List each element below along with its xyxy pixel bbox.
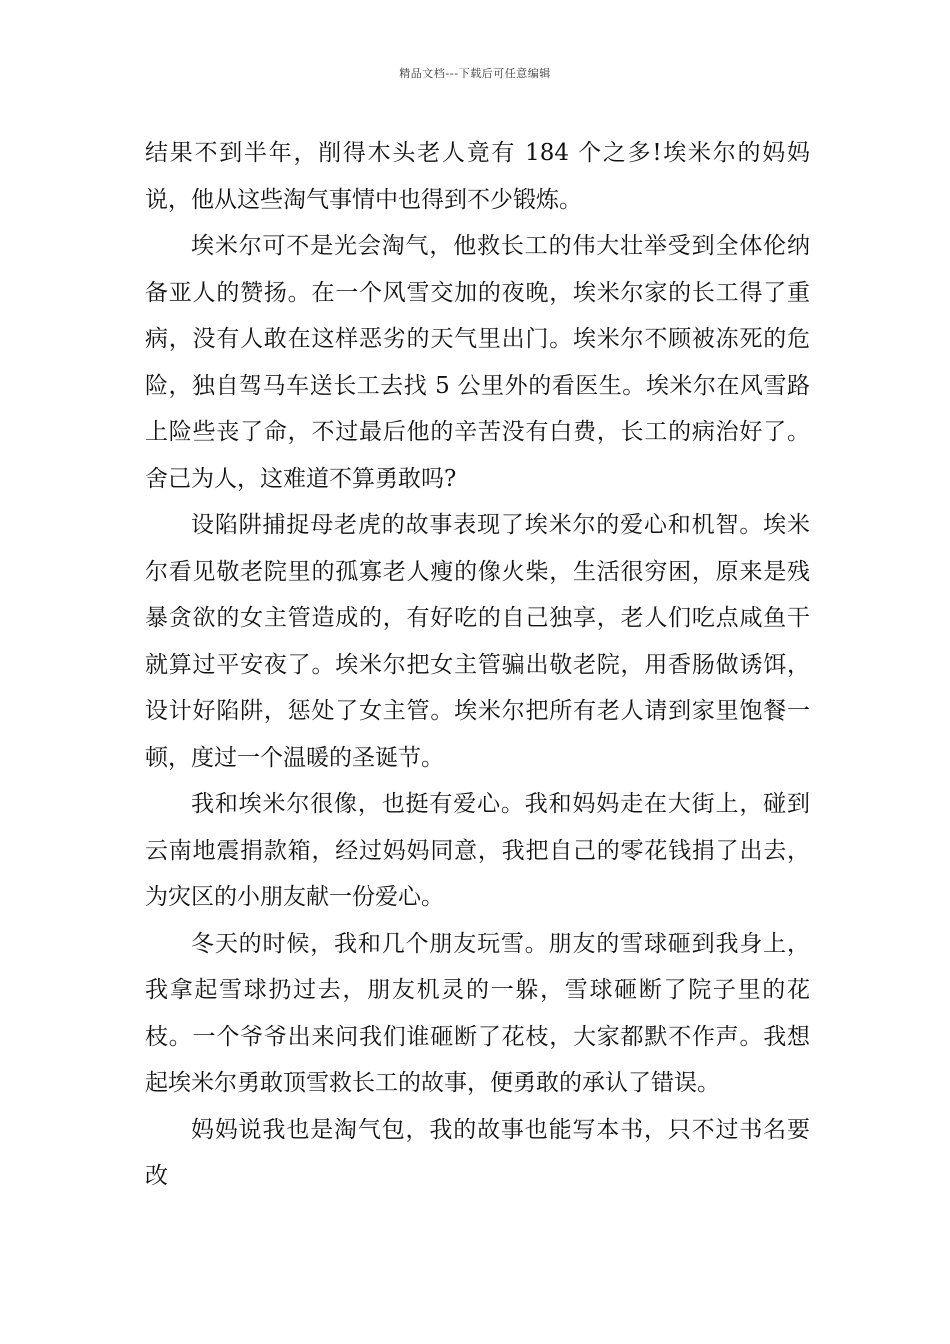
paragraph-3: 设陷阱捕捉母老虎的故事表现了埃米尔的爱心和机智。埃米尔看见敬老院里的孤寡老人瘦的像火柴，生活很穷困，原来是残暴贪欲的女主管造成的，有好吃的自己独享，老人们吃点咸鱼干就算过平安夜了。埃米尔把女主管骗出敬老院，用香肠做诱饵，设计好陷阱，惩处了女主管。埃米尔把所有老人请到家里饱餐一顿，度过一个温暖的圣诞节。 [145,512,810,771]
paragraph-4: 我和埃米尔很像，也挺有爱心。我和妈妈走在大街上，碰到云南地震捐款箱，经过妈妈同意，我把自己的零花钱捐了出去，为灾区的小朋友献一份爱心。 [145,791,810,910]
paragraph-2: 埃米尔可不是光会淘气，他救长工的伟大壮举受到全体伦纳备亚人的赞扬。在一个风雪交加的夜晚，埃米尔家的长工得了重病，没有人敢在这样恶劣的天气里出门。埃米尔不顾被冻死的危险，独自驾马车送长工去找 5 公里外的看医生。埃米尔在风雪路上险些丧了命，不过最后他的辛苦没有白费，长工的病治好了。舍己为人，这难道不算勇敢吗? [145,233,810,492]
document-body [145,130,810,1200]
page-header: 精品文档---下载后可任意编辑 [399,67,551,80]
paragraph-5: 冬天的时候，我和几个朋友玩雪。朋友的雪球砸到我身上，我拿起雪球扔过去，朋友机灵的一躲，雪球砸断了院子里的花枝。一个爷爷出来问我们谁砸断了花枝，大家都默不作声。我想起埃米尔勇敢顶雪救长工的故事，便勇敢的承认了错误。 [145,930,810,1096]
paragraph-6: 妈妈说我也是淘气包，我的故事也能写本书，只不过书名要改 [145,1116,810,1189]
paragraph-1: 结果不到半年，削得木头老人竟有 184 个之多!埃米尔的妈妈说，他从这些淘气事情中也得到不少锻炼。 [145,140,810,213]
